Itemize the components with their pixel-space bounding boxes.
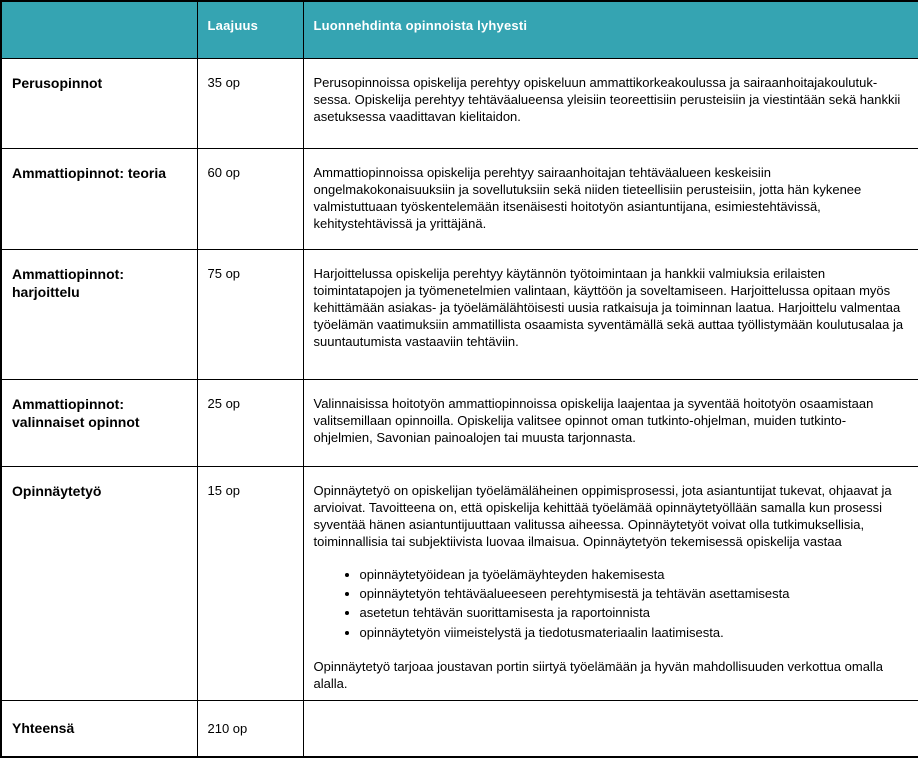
table-row-yhteensa bbox=[1, 701, 918, 757]
description-paragraph: Harjoittelussa opiskelija perehtyy käytännön työtoimintaan ja hankkii valmiuksia erilaisten toimintatapojen ja työmenetelmien valintaan, käyttöön ja soveltamiseen. Harjoittelussa opitaan myös kehittämään asiakas- ja työelämälähtöisesti uusia ratkaisuja ja toiminnan laatua. Harjoittelu valmentaa työelämän vaatimuksiin ammatillista osaamista syventämällä sekä auttaa työllistymään koulutusalaa ja suuntautumista vastaaviin tehtäviin. bbox=[313, 265, 904, 350]
table-row-perusopinnot bbox=[1, 58, 918, 148]
row-label: Ammattiopinnot: teoria bbox=[1, 148, 197, 249]
row-extent: 25 op bbox=[197, 379, 303, 466]
description-paragraph: Valinnaisissa hoitotyön ammattiopinnoissa opiskelija laajentaa ja syventää hoitotyön osaamistaan valitsemillaan opinnoilla. Opiskelija valitsee opinnot oman tutkinto-ohjelman, muiden tutkinto-ohjelmien, Savonian painoalojen tai muusta tarjonnasta. bbox=[313, 395, 874, 445]
row-label: Opinnäytetyö bbox=[1, 466, 197, 701]
list-item: • opinnäytetyön tehtäväalueeseen perehtymisestä ja tehtävän asettamisesta bbox=[360, 585, 905, 602]
row-description bbox=[303, 249, 918, 379]
row-extent: 35 op bbox=[197, 58, 303, 148]
table-row-ammattiopinnot-valinnaiset bbox=[1, 379, 918, 466]
row-extent: 210 op bbox=[197, 701, 303, 757]
row-extent: 75 op bbox=[197, 249, 303, 379]
closing-paragraph: Opinnäytetyö tarjoaa joustavan portin siirtyä työelämään ja hyvän mahdollisuuden verkottua omalla alalla. bbox=[313, 658, 883, 691]
row-description bbox=[303, 466, 918, 701]
list-item: • opinnäytetyöidean ja työelämäyhteyden hakemisesta bbox=[360, 566, 905, 583]
header-category-cell bbox=[1, 1, 197, 58]
list-item: • opinnäytetyön viimeistelystä ja tiedotusmateriaalin laatimisesta. bbox=[360, 624, 905, 641]
table-row-ammattiopinnot-teoria bbox=[1, 148, 918, 249]
table-header-row bbox=[1, 1, 918, 58]
table-row-opinnaytetyo bbox=[1, 466, 918, 701]
row-extent: 15 op bbox=[197, 466, 303, 701]
row-description bbox=[303, 701, 918, 757]
row-extent: 60 op bbox=[197, 148, 303, 249]
description-paragraph: Opinnäytetyö on opiskelijan työelämäläheinen oppimisprosessi, jota asiantuntijat tukevat, ohjaavat ja arvioivat. Tavoitteena on, että opiskelija kehittää työelämää opinnäytetyöllään samalla kun prosessi syventää hänen asiantuntijuuttaan valitussa aiheessa. Opinnäytetyöt voivat olla tutkimuksellisia, toiminnallisia tai subjektiivista luovaa ilmaisua. Opinnäytetyön tekemisessä opiskelija vastaa bbox=[313, 482, 892, 549]
row-label: Perusopinnot bbox=[1, 58, 197, 148]
row-label: Ammattiopinnot: valinnaiset opinnot bbox=[1, 379, 197, 466]
header-description-cell: Luonnehdinta opinnoista lyhyesti bbox=[303, 1, 918, 58]
row-label: Yhteensä bbox=[1, 701, 197, 757]
description-paragraph: Perusopinnoissa opiskelija perehtyy opiskeluun ammattikorkeakoulussa ja sairaanhoitajakoulutuk-sessa. Opiskelija perehtyy tehtäväalueensa yleisiin teoreettisiin perusteisiin ja viestintään sekä hankkii asetuksessa vaadittavan kielitaidon. bbox=[313, 74, 901, 124]
list-item: • asetetun tehtävän suorittamisesta ja raportoinnista bbox=[360, 604, 905, 621]
header-extent-cell: Laajuus bbox=[197, 1, 303, 58]
table-row-ammattiopinnot-harjoittelu bbox=[1, 249, 918, 379]
row-label: Ammattiopinnot: harjoittelu bbox=[1, 249, 197, 379]
row-description bbox=[303, 148, 918, 249]
row-description bbox=[303, 379, 918, 466]
row-description bbox=[303, 58, 918, 148]
thesis-responsibilities-list bbox=[314, 566, 905, 641]
description-paragraph: Ammattiopinnoissa opiskelija perehtyy sairaanhoitajan tehtäväalueen keskeisiin ongelmakokonaisuuksiin ja sovellutuksiin sekä niiden tieteellisiin perusteisiin, jotta hän kykenee valmistuttuaan työskentelemään itsenäisesti hoitotyön asiantuntijana, esimiestehtävissä, kehitystehtävissä ja yrittäjänä. bbox=[313, 164, 862, 231]
